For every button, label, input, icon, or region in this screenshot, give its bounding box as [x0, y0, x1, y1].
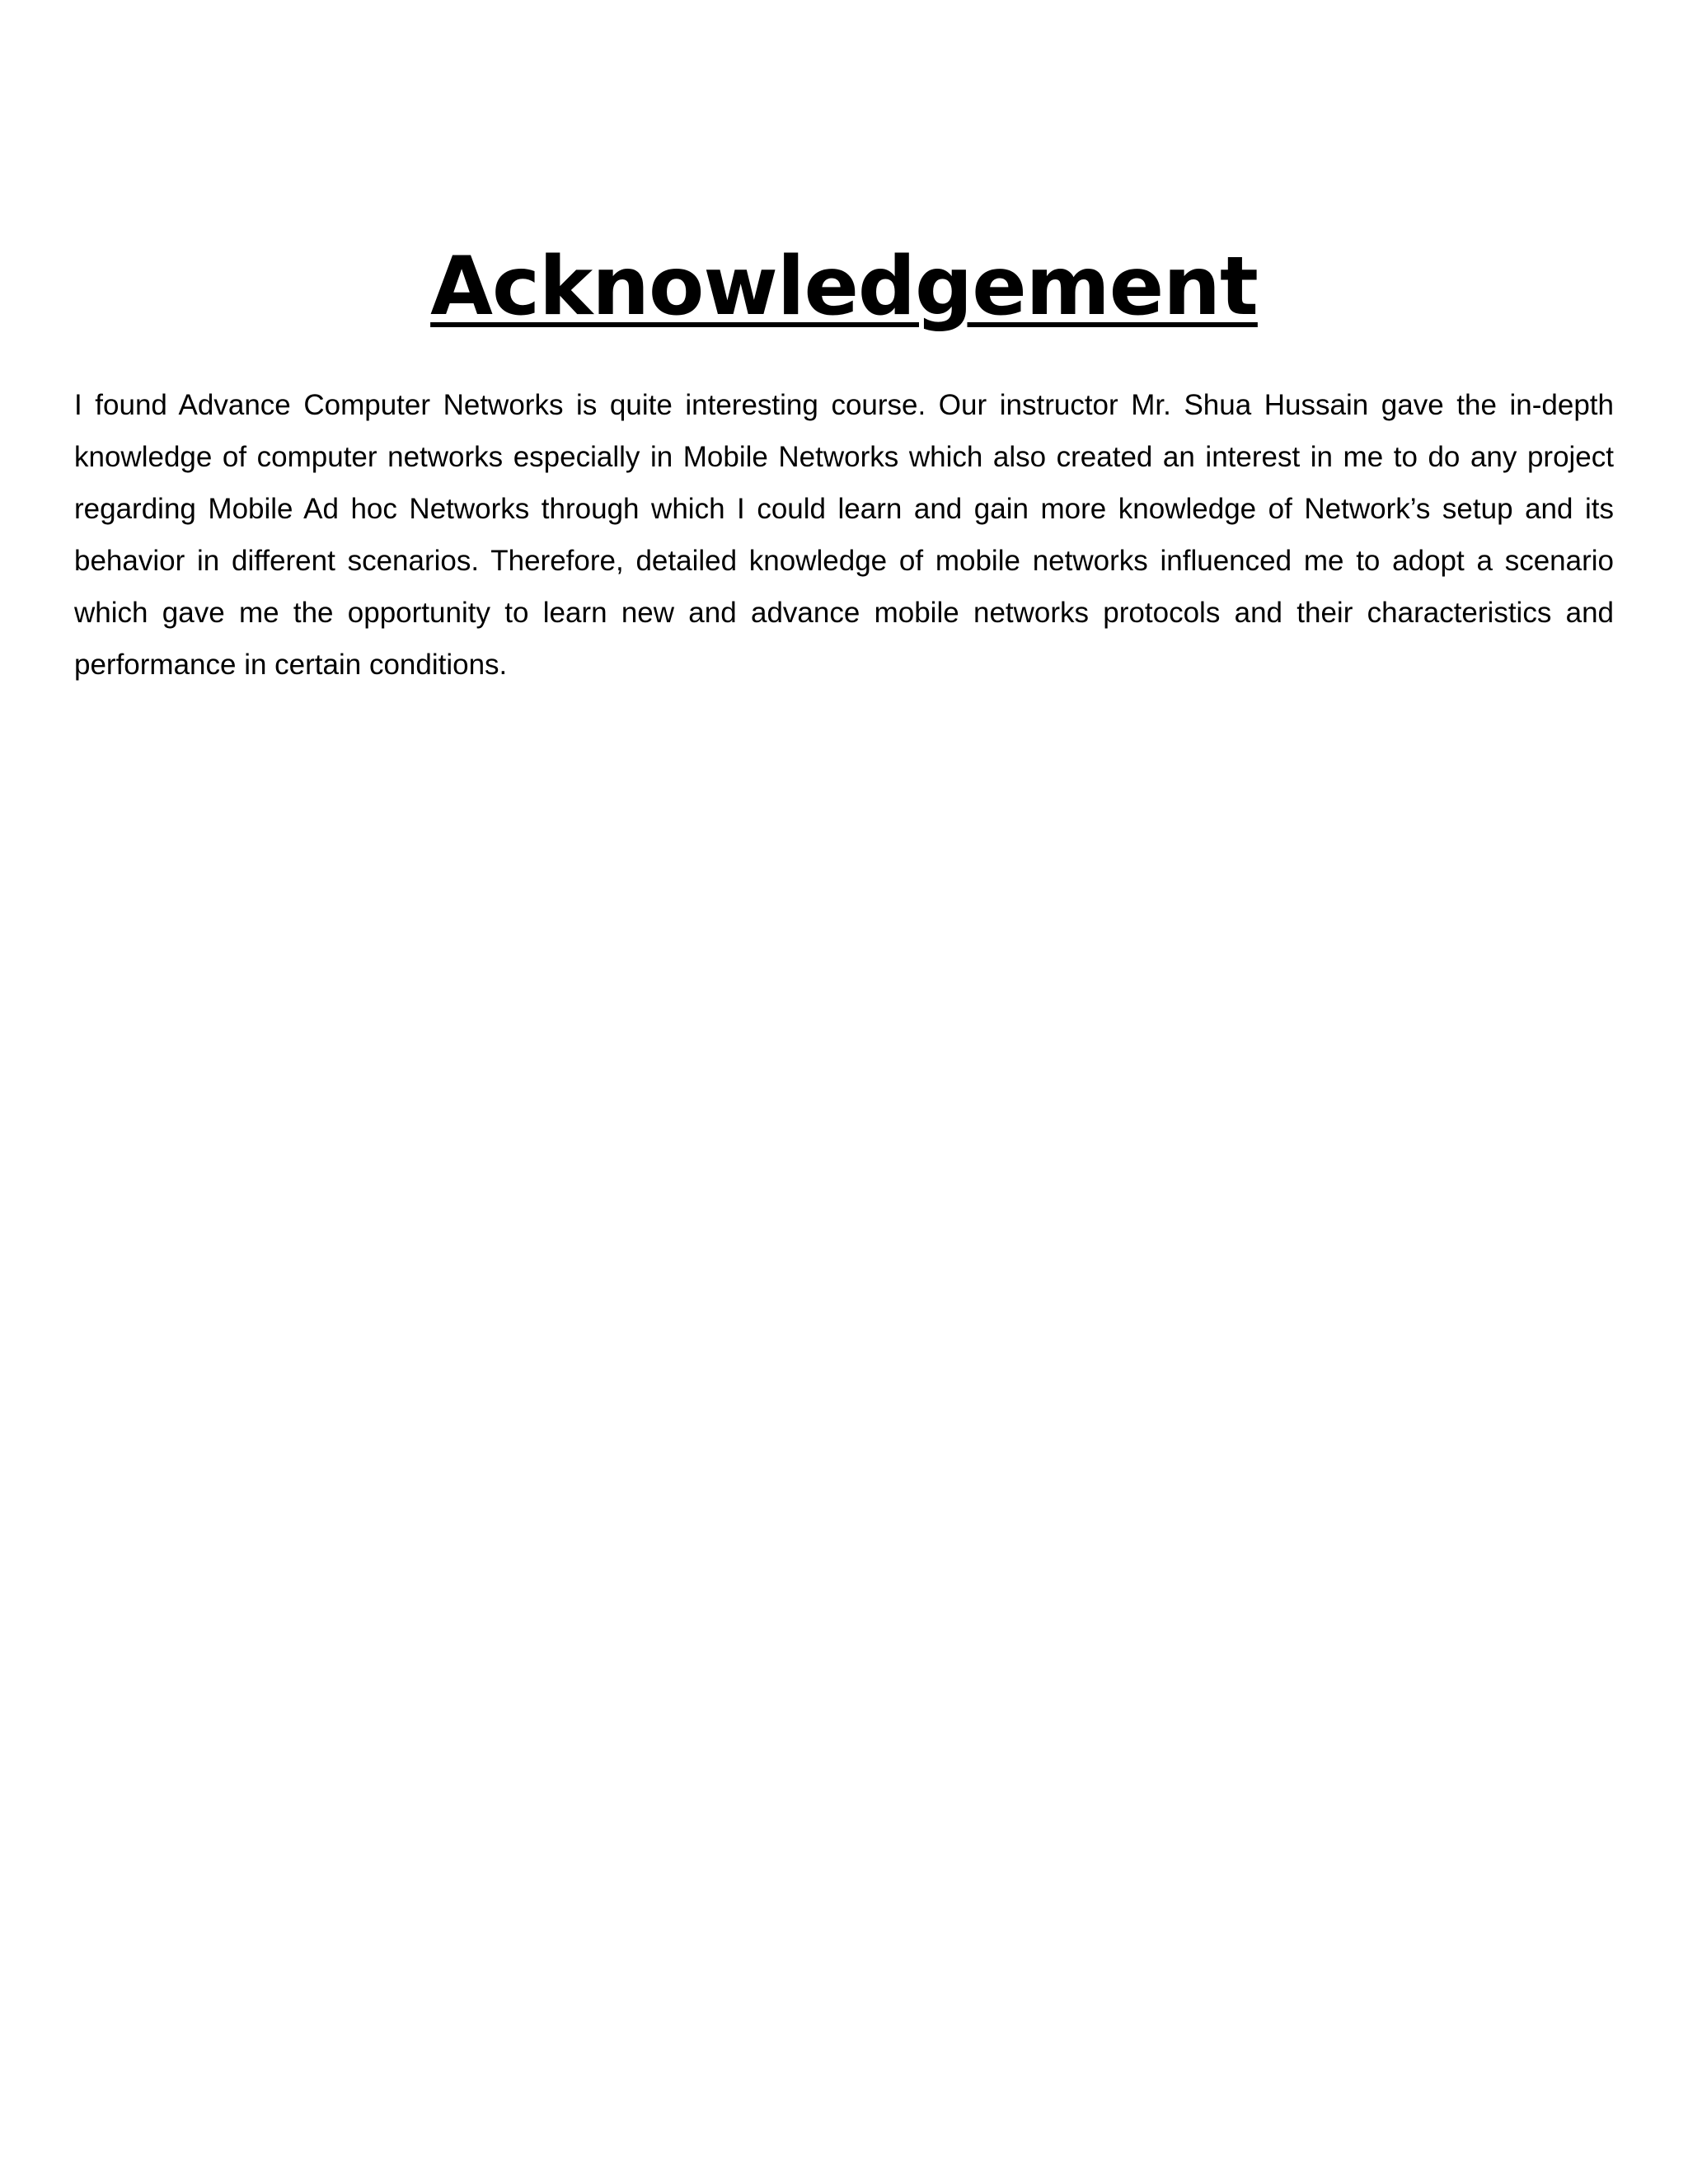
page-title-text: Acknowledgement	[430, 240, 1258, 334]
page-title	[74, 0, 1614, 336]
body-paragraph: I found Advance Computer Networks is quite interesting course. Our instructor Mr. Shua Hussain gave the in-depth knowledge of computer networks especially in Mobile Networks which also created an interest in me to do any project regarding Mobile Ad hoc Networks through which I could learn and gain more knowledge of Network’s setup and its behavior in different scenarios. Therefore, detailed knowledge of mobile networks influenced me to adopt a scenario which gave me the opportunity to learn new and advance mobile networks protocols and their characteristics and performance in certain conditions.	[74, 389, 1614, 681]
